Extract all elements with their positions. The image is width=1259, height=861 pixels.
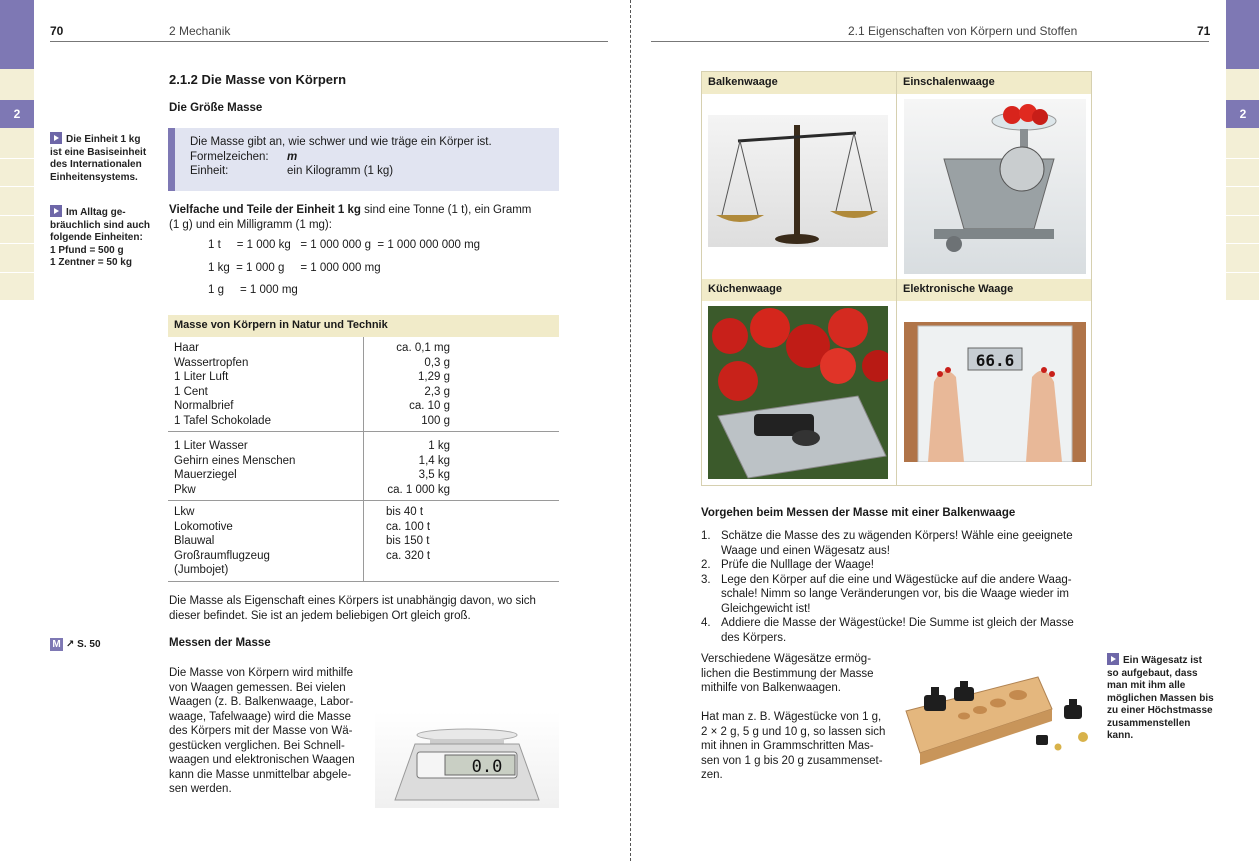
table-cell: 0,3 g	[424, 356, 450, 369]
lab-scale-display: 0.0	[471, 757, 503, 777]
bathroom-scale-display: 66.6	[975, 351, 1015, 370]
header-rule-right	[651, 41, 1209, 42]
table-cell: Pkw	[174, 483, 196, 496]
left-edge-tab-top	[0, 0, 34, 69]
procedure-step: 4. Addiere die Masse der Wägestücke! Die Summe ist gleich der Masse des Körpers.	[701, 617, 1074, 644]
table-cell: Wassertropfen	[174, 356, 249, 369]
table-cell: ca. 320 t	[386, 549, 431, 562]
table-cell	[364, 563, 559, 578]
tab-divider	[0, 158, 34, 159]
table-cell: (Jumbojet)	[174, 564, 229, 576]
table-cell: Gehirn eines Menschen	[174, 454, 296, 467]
property-paragraph: Die Masse als Eigenschaft eines Körpers ist unabhängig davon, wo sich dieser befindet. Sie ist an jedem beliebigen Ort gleich groß.	[169, 595, 536, 622]
mass-table-title: Masse von Körpern in Natur und Technik	[168, 315, 559, 337]
arrow-icon	[50, 205, 62, 217]
tab-divider	[1226, 272, 1259, 273]
tab-divider	[0, 186, 34, 187]
grid-separator	[896, 72, 897, 485]
tab-divider	[0, 215, 34, 216]
table-cell: Lkw	[174, 506, 195, 518]
method-reference[interactable]: M ↗ S. 50	[50, 638, 101, 651]
table-cell: Haar	[174, 342, 199, 354]
page-fold-line	[630, 0, 631, 861]
tab-divider	[1226, 186, 1259, 187]
tab-divider	[1226, 243, 1259, 244]
running-header-left: 2 Mechanik	[169, 24, 231, 38]
table-cell: Großraumflugzeug	[174, 549, 270, 562]
weights-paragraph: Verschiedene Wägesätze ermög- lichen die Bestimmung der Masse mithilfe von Balkenwaagen. Hat man z. B. Wägestücke von 1 g, 2 × 2 g, 5 g und 10 g, so lassen sich mit ihnen in Grammschritten Mas- sen von 1 g bis 20 g zusammenset- zen.	[701, 653, 886, 781]
table-cell: Lokomotive	[174, 520, 233, 533]
table-cell: 1 Tafel Schokolade	[174, 414, 271, 427]
measure-paragraph: Die Masse von Körpern wird mithilfe von Waagen gemessen. Bei vielen Waagen (z. B. Balkenwaage, Labor- waage, Tafelwaage) wird die Masse des Körpers mit der Masse von Wä- gestücken verglichen. Bei Schnell- waagen und elektronischen Waagen kann die Masse unmittelbar abgele- sen werden.	[169, 667, 355, 795]
header-rule-left	[50, 41, 608, 42]
bathroom-scale-image	[904, 322, 1086, 462]
mass-table-group	[168, 432, 559, 501]
table-cell: 1,29 g	[418, 371, 450, 383]
table-cell: Mauerziegel	[174, 469, 237, 481]
procedure-step: 3. Lege den Körper auf die eine und Wägestücke auf die andere Waag- schale! Nimm so lange Veränderungen vor, bis die Waage wieder im Gleichgewicht ist!	[701, 573, 1072, 615]
procedure-step: 1. Schätze die Masse des zu wägenden Körpers! Wähle eine geeignete Waage und einen Wägesatz aus!	[701, 530, 1073, 557]
kitchen-scale-image	[708, 306, 888, 479]
table-cell: bis 40 t	[386, 506, 424, 518]
equation-2: 1 kg = 1 000 g = 1 000 000 mg	[208, 262, 381, 274]
arrow-icon	[1107, 653, 1119, 665]
arrow-icon	[50, 132, 62, 144]
right-edge-tab-top	[1226, 0, 1259, 69]
table-cell: ca. 0,1 mg	[396, 342, 450, 354]
table-cell: ca. 1 000 kg	[387, 483, 450, 496]
table-cell: Normalbrief	[174, 400, 234, 412]
multiples-paragraph: Vielfache und Teile der Einheit 1 kg sind eine Tonne (1 t), ein Gramm (1 g) und ein Milligramm (1 mg):	[169, 204, 532, 231]
left-chapter-tab[interactable]: 2	[0, 100, 34, 128]
table-cell: ca. 100 t	[386, 520, 431, 533]
m-badge: M	[50, 638, 63, 651]
margin-note-alltag: Im Alltag ge- bräuchlich sind auch folgende Einheiten: 1 Pfund = 500 g 1 Zentner = 50 kg	[50, 207, 151, 268]
mass-table-group	[168, 337, 559, 432]
equation-3: 1 g = 1 000 mg	[208, 284, 298, 296]
scale-caption-elektronische-waage: Elektronische Waage	[897, 279, 1091, 301]
table-cell: Blauwal	[174, 535, 215, 547]
subheading-groesse-masse: Die Größe Masse	[169, 102, 263, 114]
section-title: 2.1.2 Die Masse von Körpern	[169, 72, 347, 87]
table-cell: 1 Cent	[174, 385, 208, 398]
tab-divider	[1226, 158, 1259, 159]
tab-divider	[1226, 215, 1259, 216]
scales-image-grid	[701, 71, 1092, 486]
single-pan-scale-image	[904, 99, 1086, 274]
tab-divider	[0, 272, 34, 273]
equation-1: 1 t = 1 000 kg = 1 000 000 g = 1 000 000 000 mg	[208, 239, 481, 251]
table-cell: ca. 10 g	[409, 400, 450, 412]
table-cell: 1 Liter Luft	[174, 371, 229, 383]
page-number-left: 70	[50, 24, 64, 38]
lab-scale-image	[375, 712, 559, 808]
balance-scale-image	[708, 115, 888, 247]
mass-table	[168, 315, 559, 582]
page-number-right: 71	[1197, 24, 1211, 38]
margin-note-waegesatz: Ein Wägesatz ist so aufgebaut, dass man mit ihm alle möglichen Massen bis zu einer Höchstmasse zusammenstellen kann.	[1107, 655, 1214, 741]
subheading-messen: Messen der Masse	[169, 637, 271, 649]
table-cell: 1,4 kg	[418, 454, 450, 467]
table-cell: 100 g	[421, 414, 450, 427]
definition-box: Die Masse gibt an, wie schwer und wie träge ein Körper ist. Formelzeichen: m Einheit: ein Kilogramm (1 kg)	[168, 128, 559, 191]
tab-divider	[0, 243, 34, 244]
weight-set-image	[898, 665, 1098, 765]
procedure-steps	[701, 529, 1091, 645]
margin-note-basiseinheit: Die Einheit 1 kg ist eine Basiseinheit des Internationalen Einheitensystems.	[50, 134, 147, 183]
table-cell: 1 kg	[428, 440, 450, 452]
procedure-step: 2. Prüfe die Nulllage der Waage!	[701, 559, 874, 571]
scale-caption-kuechenwaage: Küchenwaage	[702, 279, 896, 301]
table-cell: 2,3 g	[424, 385, 450, 398]
table-cell: 1 Liter Wasser	[174, 440, 248, 452]
mass-table-group	[168, 501, 559, 582]
scale-caption-einschalenwaage: Einschalenwaage	[897, 72, 1091, 94]
table-cell: 3,5 kg	[418, 469, 450, 481]
running-header-right: 2.1 Eigenschaften von Körpern und Stoffen	[848, 24, 1078, 38]
table-cell: bis 150 t	[386, 535, 430, 547]
procedure-heading: Vorgehen beim Messen der Masse mit einer Balkenwaage	[701, 507, 1016, 519]
right-chapter-tab[interactable]: 2	[1226, 100, 1259, 128]
scale-caption-balkenwaage: Balkenwaage	[702, 72, 896, 94]
